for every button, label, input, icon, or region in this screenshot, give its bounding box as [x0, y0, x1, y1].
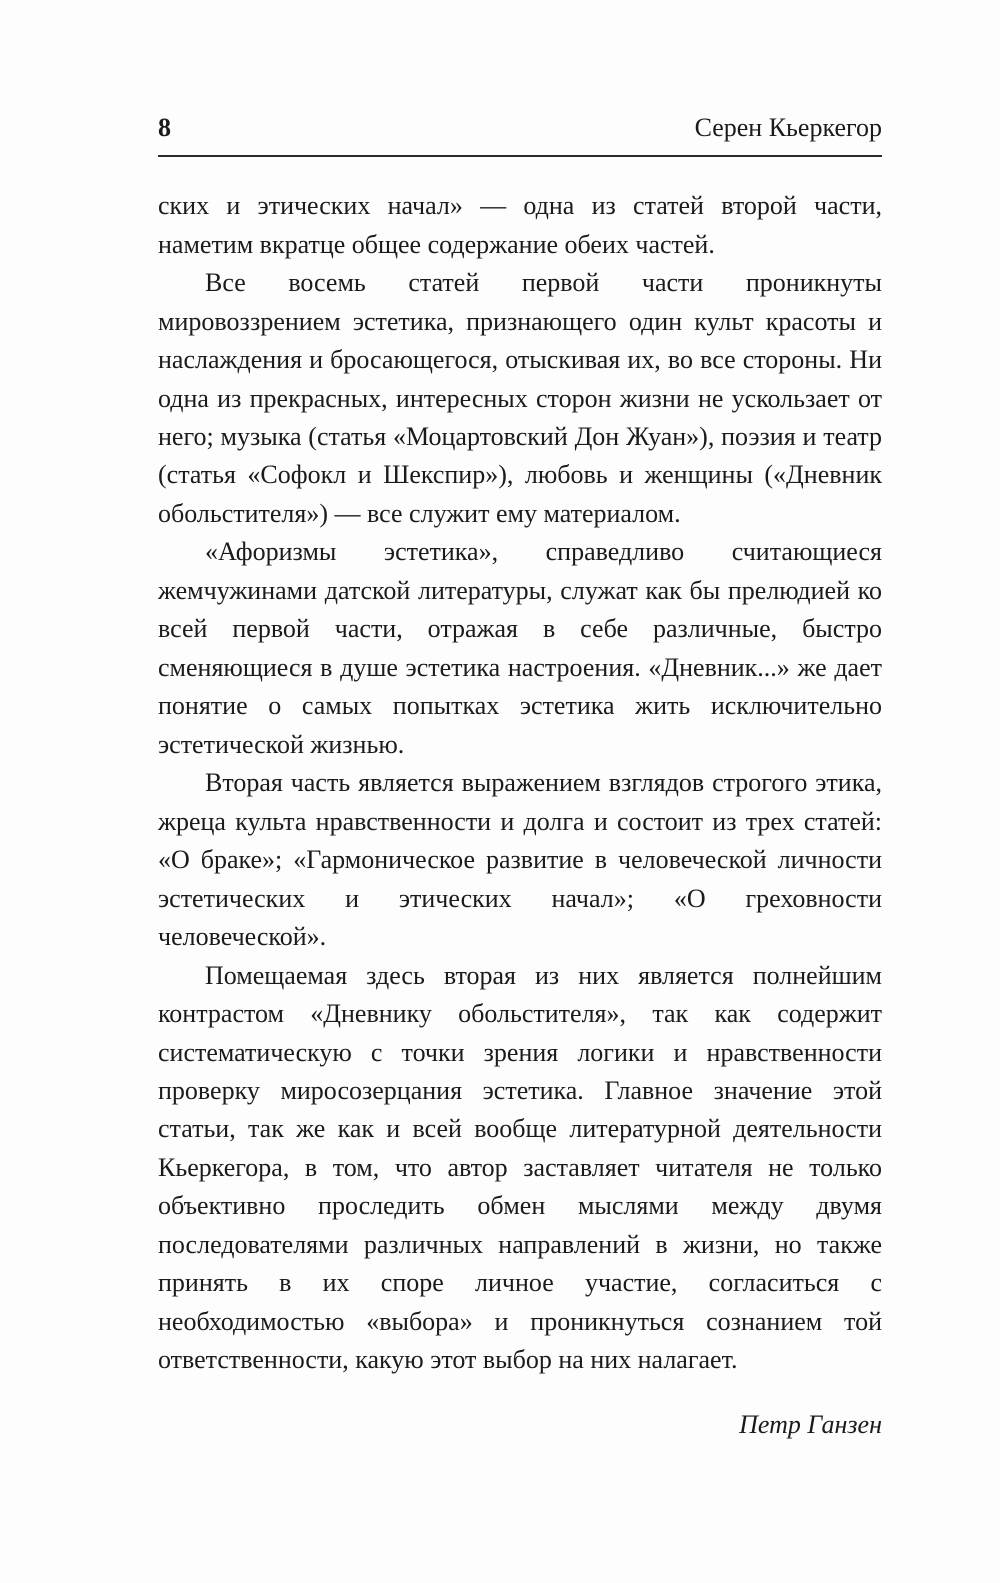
page-header — [158, 112, 882, 157]
page-number: 8 — [158, 113, 171, 142]
paragraph: «Афоризмы эстетика», справедливо считающиеся жемчужинами датской литературы, служат как бы прелюдией ко всей первой части, отражая в себе различные, быстро сменяющиеся в душе эстетика настроения. «Дневник...» же дает понятие о самых попытках эстетика жить исключительно эстетической жизнью. — [158, 537, 882, 759]
author-signature: Петр Ганзен — [739, 1409, 882, 1439]
page-body — [158, 187, 882, 1444]
paragraph: Помещаемая здесь вторая из них является полнейшим контрастом «Дневнику обольстителя», так как содержит систематическую с точки зрения логики и нравственности проверку миросозерцания эстетика. Главное значение этой статьи, так же как и всей вообще литературной деятельности Кьеркегора, в том, что автор заставляет читателя не только объективно проследить обмен мыслями между двумя последователями различных направлений в жизни, но также принять в их споре личное участие, согласиться с необходимостью «выбора» и проникнуться сознанием той ответственности, какую этот выбор на них налагает. — [158, 960, 882, 1375]
paragraph: Вторая часть является выражением взглядов строгого этика, жреца культа нравственности и долга и состоит из трех статей: «О браке»; «Гармоническое развитие в человеческой личности эстетических и этических начал»; «О греховности человеческой». — [158, 768, 882, 952]
paragraph-continuation: ских и этических начал» — одна из статей второй части, наметим вкратце общее содержание обеих частей. — [158, 191, 882, 259]
paragraph: Все восемь статей первой части проникнуты мировоззрением эстетика, признающего один культ красоты и наслаждения и бросающегося, отыскивая их, во все стороны. Ни одна из прекрасных, интересных сторон жизни не ускользает от него; музыка (статья «Моцартовский Дон Жуан»), поэзия и театр (статья «Софокл и Шекспир»), любовь и женщины («Дневник обольстителя») — все служит ему материалом. — [158, 268, 882, 528]
running-title: Серен Кьеркегор — [694, 113, 882, 142]
